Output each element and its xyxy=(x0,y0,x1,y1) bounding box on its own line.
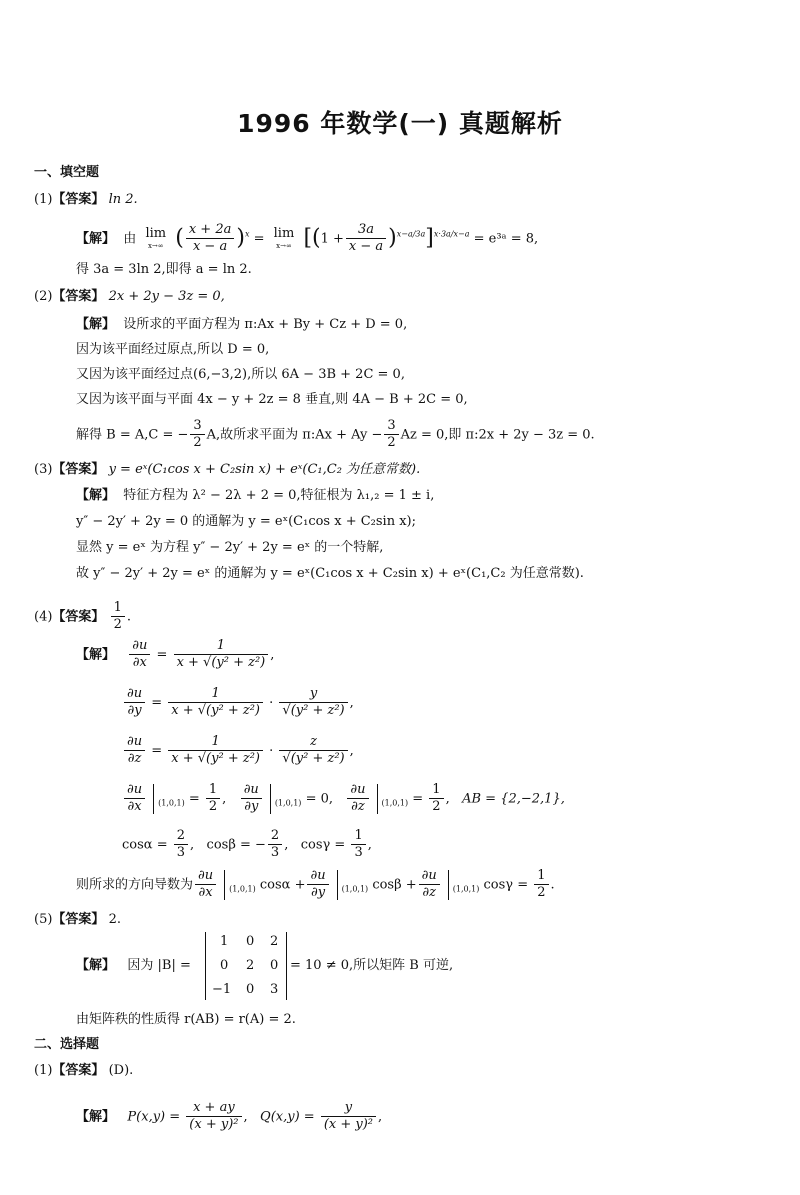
q2-line-4: 又因为该平面与平面 4x − y + 2z = 8 垂直,则 4A − B + 2C = 0, xyxy=(76,392,468,407)
q1-exp-inner: x−a/3a xyxy=(396,229,426,239)
q4-values-line: $\frac{\partial u}{\partial x}$ $_{(1,0,1)}$ = $\frac{1}{2}$ , $\frac{\partial u}{\partial y}$ $_{(1,0,1)}$ = 0, $\frac{\partial u}{\partial z}$ $_{(1,0,1)}$ = $\frac{1}{2}$ , AB = {2,−2,1}, xyxy=(122,782,565,816)
q4-final-line: 则所求的方向导数为 $\frac{\partial u}{\partial x}$ $_{(1,0,1)}$ cosα + $\frac{\partial u}{\partial y}$ $_{(1,0,1)}$ cosβ + $\frac{\partial u}{\partial z}$ $_{(1,0,1)}$ cosγ = $\frac{1}{2}$ . xyxy=(76,868,555,901)
q5-answer: 2. xyxy=(108,912,121,927)
section-heading-choice: 二、选择题 xyxy=(34,1037,100,1052)
q2-line-5: 解得 B = A,C = − $\frac{3}{2}$ A,故所求平面为 π:Ax + Ay − $\frac{3}{2}$ Az = 0,即 π:2x + 2y − 3z = 0. xyxy=(76,418,595,451)
q2-number: (2) xyxy=(34,289,53,304)
q3-answer-line xyxy=(34,462,420,478)
solution-label: 【解】 xyxy=(76,231,116,247)
q1-exp-outer: x·3a/x−a xyxy=(433,229,470,239)
q1-fraction-2: $\frac{3a}{x - a}$ xyxy=(346,222,386,256)
q1-limit: lim x→∞ xyxy=(145,226,167,250)
q2-frac-3-2: $\frac{3}{2}$ xyxy=(190,418,204,452)
c1-answer-line xyxy=(34,1063,133,1079)
q1-eq: = xyxy=(253,231,265,247)
c1-number: (1) xyxy=(34,1063,53,1078)
q5-solution-line-a: 【解】 因为 |B| = xyxy=(76,958,191,973)
q2-line-1: 【解】 设所求的平面方程为 π:Ax + By + Cz + D = 0, xyxy=(76,317,408,332)
q4-answer-line: (4)【答案】 $\frac{1}{2}$ . xyxy=(34,600,131,633)
q5-answer-line xyxy=(34,912,121,928)
q2-frac-3-2b: $\frac{3}{2}$ xyxy=(384,418,398,452)
page-title: 1996 年数学(一) 真题解析 xyxy=(237,109,563,138)
q2-line-3: 又因为该平面经过点(6,−3,2),所以 6A − 3B + 2C = 0, xyxy=(76,367,405,382)
answer-label: 【答案】 xyxy=(52,462,105,477)
solution-label: 【解】 xyxy=(76,958,116,973)
q3-answer: y = eˣ(C₁cos x + C₂sin x) + eˣ(C₁,C₂ 为任意常数). xyxy=(108,462,421,477)
q1-solution-line: 【解】 由 lim x→∞ ( $\frac{x + 2a}{x - a}$ )$^x$ = lim x→∞ [(1 + $\frac{3a}{x - a}$ )$^{x-a/3a}$]$^{x\cdot 3a/x-a}$ = e³ᵃ = 8, xyxy=(76,222,539,255)
q1-answer-line xyxy=(34,192,138,208)
answer-label: 【答案】 xyxy=(52,192,105,207)
q1-line-2: 得 3a = 3ln 2,即得 a = ln 2. xyxy=(76,262,252,277)
answer-label: 【答案】 xyxy=(52,1063,105,1078)
q2-answer: 2x + 2y − 3z = 0, xyxy=(108,289,225,304)
q4-du-dx-line: 【解】 $\frac{\partial u}{\partial x}$ = $\frac{1}{\text{x + √(y² + z²)}}$ , xyxy=(76,638,275,671)
q5-number: (5) xyxy=(34,912,53,927)
q3-line-4: 故 y″ − 2y′ + 2y = eˣ 的通解为 y = eˣ(C₁cos x + C₂sin x) + eˣ(C₁,C₂ 为任意常数). xyxy=(76,566,584,581)
solution-label: 【解】 xyxy=(76,647,116,663)
solution-label: 【解】 xyxy=(76,488,116,503)
q5-determinant: 1 0 2 0 2 0 −1 0 3 xyxy=(205,932,287,1000)
q3-line-2: y″ − 2y′ + 2y = 0 的通解为 y = eˣ(C₁cos x + C₂sin x); xyxy=(76,514,416,529)
q4-cos-line: cosα = $\frac{2}{3}$ , cosβ = − $\frac{2}{3}$ , cosγ = $\frac{1}{3}$ , xyxy=(122,828,372,861)
q3-line-1: 【解】 特征方程为 λ² − 2λ + 2 = 0,特征根为 λ₁,₂ = 1 ± i, xyxy=(76,488,435,503)
answer-label: 【答案】 xyxy=(52,609,105,625)
q4-du-dy-line: $\frac{\partial u}{\partial y}$ = $\frac{1}{\text{x + √(y² + z²)}}$ · $\frac{y}{\text{√(y² + z²)}}$ , xyxy=(122,686,354,720)
q3-line-3: 显然 y = eˣ 为方程 y″ − 2y′ + 2y = eˣ 的一个特解, xyxy=(76,540,384,555)
solution-label: 【解】 xyxy=(76,1109,116,1125)
q4-du-dz-line: $\frac{\partial u}{\partial z}$ = $\frac{1}{\text{x + √(y² + z²)}}$ · $\frac{z}{\text{√(y² + z²)}}$ , xyxy=(122,734,354,768)
answer-label: 【答案】 xyxy=(52,289,105,304)
q4-answer: $\frac{1}{2}$ xyxy=(111,600,125,634)
q5-line-2: 由矩阵秩的性质得 r(AB) = r(A) = 2. xyxy=(76,1012,296,1027)
q1-sol-prefix: 由 xyxy=(123,231,137,247)
q1-inner-one: 1 + xyxy=(320,231,344,247)
q3-number: (3) xyxy=(34,462,53,477)
q1-exp: x xyxy=(244,229,250,239)
section-heading-fill-blank: 一、填空题 xyxy=(34,165,100,180)
q2-answer-line xyxy=(34,289,225,305)
q1-fraction-1: $\frac{x + 2a}{x - a}$ xyxy=(186,222,235,256)
c1-solution-line: 【解】 P(x,y) = $\frac{x + ay}{\text{(x + y)²}}$ , Q(x,y) = $\frac{y}{\text{(x + y)²}}$ , xyxy=(76,1100,383,1133)
solution-label: 【解】 xyxy=(76,317,116,332)
q1-result: = e³ᵃ = 8, xyxy=(473,231,539,247)
q2-line-2: 因为该平面经过原点,所以 D = 0, xyxy=(76,342,270,357)
c1-answer: (D). xyxy=(108,1063,134,1078)
q4-vector-ab: AB = {2,−2,1}, xyxy=(462,791,565,807)
q5-solution-line-b: = 10 ≠ 0,所以矩阵 B 可逆, xyxy=(290,958,454,973)
q4-number: (4) xyxy=(34,609,53,625)
q1-number: (1) xyxy=(34,192,53,207)
q1-limit-2: lim x→∞ xyxy=(273,226,295,250)
answer-label: 【答案】 xyxy=(52,912,105,927)
q1-answer: ln 2. xyxy=(108,192,138,207)
